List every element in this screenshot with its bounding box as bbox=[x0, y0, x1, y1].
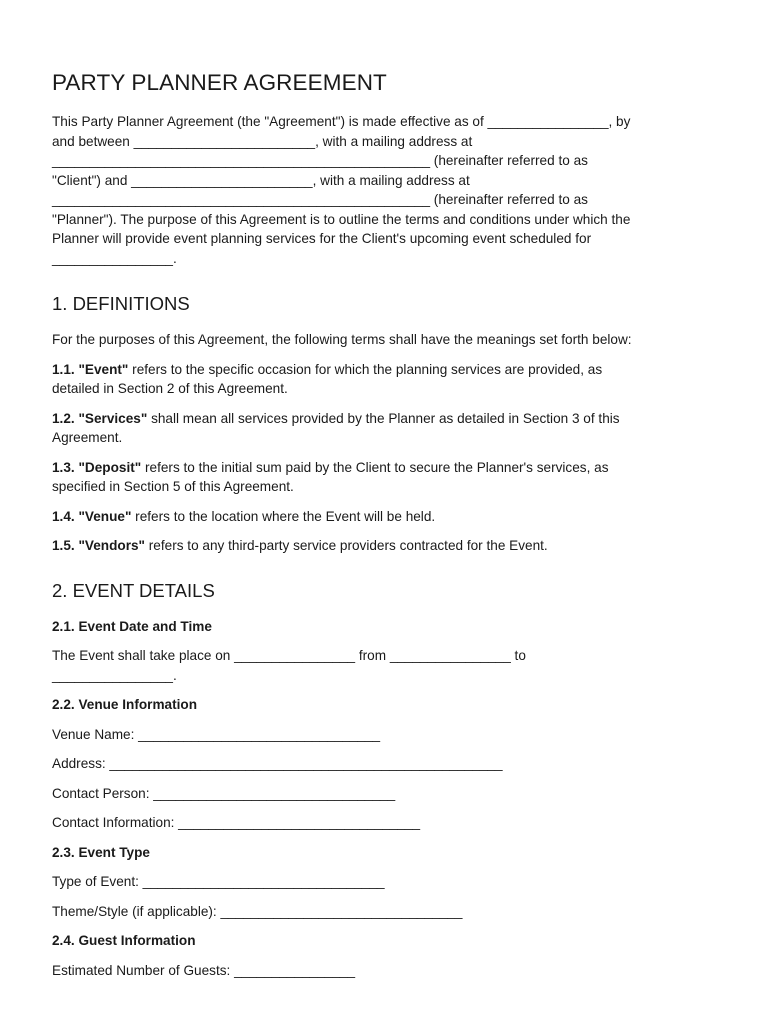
intro-line: "Client") and ________________________, with a mailing address at bbox=[52, 172, 470, 188]
intro-line: __________________________________________________ (hereinafter referred to as bbox=[52, 192, 588, 207]
intro-line: This Party Planner Agreement (the "Agreement") is made effective as of ________________, by bbox=[52, 114, 631, 129]
section-spacer bbox=[52, 566, 722, 580]
definition-text: refers to the location where the Event will be held. bbox=[131, 508, 436, 524]
definition-text: detailed in Section 2 of this Agreement. bbox=[52, 381, 288, 396]
definition-num: 1.1. bbox=[52, 361, 75, 377]
estimated-guests-field: Estimated Number of Guests: ________________ bbox=[52, 962, 356, 978]
definition-text: specified in Section 5 of this Agreement. bbox=[52, 479, 294, 494]
event-date-time-line: ________________. bbox=[52, 667, 177, 683]
document-page bbox=[52, 70, 722, 990]
definition-term: "Event" bbox=[78, 361, 129, 377]
event-date-time-paragraph bbox=[52, 646, 722, 685]
definition-text: refers to any third-party service providers contracted for the Event. bbox=[145, 538, 548, 553]
definition-item bbox=[52, 409, 722, 448]
section-heading-event-details: 2. EVENT DETAILS bbox=[52, 579, 215, 601]
definition-num: 1.4. bbox=[52, 508, 75, 524]
theme-style-field: Theme/Style (if applicable): ________________________________ bbox=[52, 903, 463, 919]
definition-num: 1.3. bbox=[52, 459, 75, 475]
type-of-event-field: Type of Event: ________________________________ bbox=[52, 874, 385, 889]
definition-term: "Deposit" bbox=[78, 459, 142, 475]
definitions-lead: For the purposes of this Agreement, the following terms shall have the meanings set forth below: bbox=[52, 332, 632, 347]
subheading-venue-information: 2.2. Venue Information bbox=[52, 697, 198, 712]
definition-item bbox=[52, 536, 722, 556]
subheading-event-date-time: 2.1. Event Date and Time bbox=[52, 618, 212, 634]
definition-num: 1.5. bbox=[52, 538, 75, 553]
definition-term: "Services" bbox=[78, 410, 148, 426]
venue-contact-information-field: Contact Information: ________________________________ bbox=[52, 815, 421, 830]
intro-line: ________________. bbox=[52, 250, 177, 266]
intro-line: and between ________________________, with a mailing address at bbox=[52, 133, 473, 149]
definition-text: shall mean all services provided by the Planner as detailed in Section 3 of this bbox=[147, 410, 620, 426]
definition-item bbox=[52, 458, 722, 497]
venue-contact-person-field: Contact Person: ________________________________ bbox=[52, 785, 396, 801]
definition-term: "Vendors" bbox=[78, 538, 145, 553]
definition-num: 1.2. bbox=[52, 410, 75, 426]
event-date-time-line: The Event shall take place on ________________ from ________________ to bbox=[52, 648, 526, 663]
subheading-guest-information: 2.4. Guest Information bbox=[52, 933, 196, 948]
definition-term: "Venue" bbox=[78, 508, 132, 524]
definition-text: Agreement. bbox=[52, 430, 123, 445]
intro-line: Planner will provide event planning services for the Client's upcoming event scheduled for bbox=[52, 231, 592, 246]
definition-text: refers to the specific occasion for which the planning services are provided, as bbox=[128, 361, 603, 377]
definition-item bbox=[52, 360, 722, 399]
intro-line: "Planner"). The purpose of this Agreement is to outline the terms and conditions under which the bbox=[52, 211, 631, 227]
section-heading-definitions: 1. DEFINITIONS bbox=[52, 293, 190, 314]
definition-item bbox=[52, 507, 722, 527]
intro-paragraph bbox=[52, 112, 722, 268]
intro-line: __________________________________________________ (hereinafter referred to as bbox=[52, 153, 588, 168]
document-title: PARTY PLANNER AGREEMENT bbox=[52, 70, 387, 95]
definition-text: refers to the initial sum paid by the Client to secure the Planner's services, as bbox=[141, 459, 609, 475]
subheading-event-type: 2.3. Event Type bbox=[52, 844, 150, 860]
venue-name-field: Venue Name: ________________________________ bbox=[52, 726, 381, 742]
venue-address-field: Address: ____________________________________________________ bbox=[52, 756, 503, 771]
